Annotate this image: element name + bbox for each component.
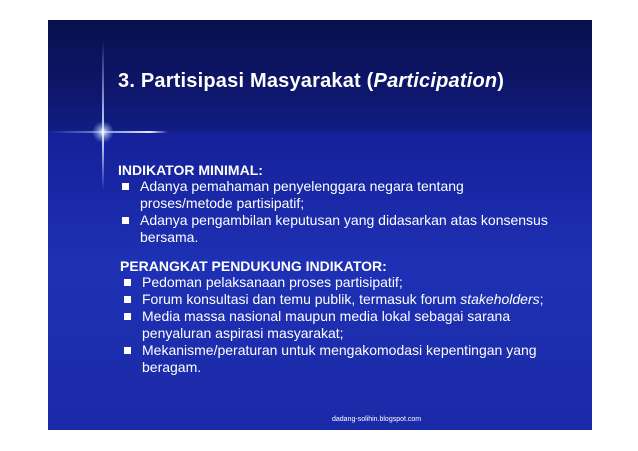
title-italic: Participation: [373, 70, 498, 92]
lens-flare-glow: [92, 121, 114, 143]
slide-content: [118, 162, 582, 376]
slide-title: [118, 70, 504, 93]
list-item-text: Media massa nasional maupun media lokal sebagai sarana penyaluran aspirasi masyarakat;: [142, 308, 511, 341]
list-item-italic-text: stakeholders: [460, 291, 540, 307]
section-heading: INDIKATOR MINIMAL:: [118, 162, 263, 178]
section-perangkat-pendukung: [118, 258, 582, 376]
section-heading: PERANGKAT PENDUKUNG INDIKATOR:: [120, 258, 387, 274]
title-close: ): [497, 70, 505, 92]
square-bullet-icon: [124, 279, 131, 286]
bullet-list: [118, 274, 582, 376]
list-item-text: Adanya pemahaman penyelenggara negara tentang proses/metode partisipatif;: [140, 178, 464, 211]
list-item: [118, 274, 582, 291]
list-item-text: Adanya pengambilan keputusan yang didasarkan atas konsensus bersama.: [140, 212, 548, 245]
square-bullet-icon: [124, 296, 131, 303]
square-bullet-icon: [124, 347, 131, 354]
square-bullet-icon: [122, 217, 129, 224]
list-item: [118, 291, 582, 308]
square-bullet-icon: [122, 183, 129, 190]
list-item: [118, 308, 582, 342]
section-indikator-minimal: [118, 162, 582, 246]
list-item: [118, 212, 550, 246]
list-item: [118, 178, 550, 212]
square-bullet-icon: [124, 313, 131, 320]
list-item-text: Forum konsultasi dan temu publik, termasuk forum: [142, 291, 461, 307]
title-main: 3. Partisipasi Masyarakat (: [118, 70, 374, 92]
bullet-list: [118, 178, 582, 246]
footer-url: dadang-solihin.blogspot.com: [332, 416, 422, 423]
list-item-tail: ;: [539, 291, 544, 307]
slide: [48, 20, 602, 430]
list-item-text: Mekanisme/peraturan untuk mengakomodasi kepentingan yang beragam.: [142, 342, 537, 375]
footer-page-number: 16: [594, 416, 602, 423]
list-item-text: Pedoman pelaksanaan proses partisipatif;: [142, 274, 403, 290]
list-item: [118, 342, 582, 376]
lens-flare-vertical: [102, 40, 104, 190]
